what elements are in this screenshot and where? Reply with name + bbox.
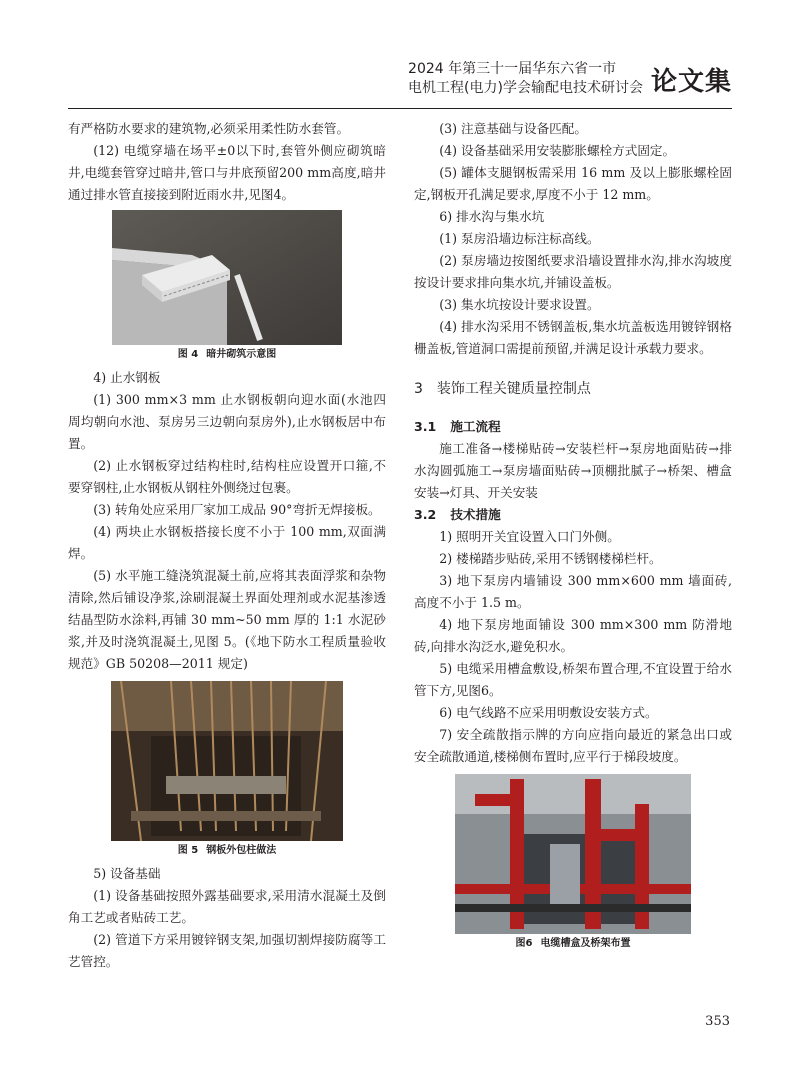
section-3-heading (414, 378, 732, 400)
subheading: 5) 设备基础 (93, 866, 161, 881)
paragraph: 3) 地下泵房内墙铺设 300 mm×600 mm 墙面砖,高度不小于 1.5 m。 (414, 573, 732, 610)
paragraph: (3) 注意基础与设备匹配。 (439, 121, 587, 136)
figure-6-title: 电缆槽盒及桥架布置 (540, 938, 631, 949)
section-3-title: 装饰工程关键质量控制点 (436, 381, 591, 397)
figure-4-title: 暗井砌筑示意图 (206, 349, 277, 360)
right-column (414, 118, 732, 956)
paragraph: (2) 止水钢板穿过结构柱时,结构柱应设置开口箍,不要穿钢柱,止水钢板从钢柱外侧绕过包裹。 (68, 458, 386, 495)
figure-5-title: 钢板外包柱做法 (206, 845, 277, 856)
figure-4-image (112, 210, 342, 345)
paragraph: (4) 两块止水钢板搭接长度不小于 100 mm,双面满焊。 (68, 524, 386, 561)
section-3-number: 3 (414, 381, 423, 397)
paragraph: 2) 楼梯踏步贴砖,采用不锈钢楼梯栏杆。 (439, 551, 662, 566)
paragraph: (12) 电缆穿墙在场平±0以下时,套管外侧应砌筑暗井,电缆套管穿过暗井,管口与井底预留200 mm高度,暗井通过排水管直接接到附近雨水井,见图4。 (68, 143, 386, 202)
section-3-1-heading (414, 416, 732, 438)
page-number: 353 (705, 1014, 730, 1029)
paragraph: (4) 设备基础采用安装膨胀螺栓方式固定。 (439, 143, 676, 158)
paragraph: (2) 管道下方采用镀锌钢支架,加强切割焊接防腐等工艺管控。 (68, 932, 386, 969)
paragraph: (3) 转角处应采用厂家加工成品 90°弯折无焊接板。 (93, 502, 381, 517)
paragraph: (4) 排水沟采用不锈钢盖板,集水坑盖板选用镀锌钢格栅盖板,管道洞口需提前预留,并满足设计承载力要求。 (414, 319, 732, 356)
header-proceedings: 论文集 (650, 66, 732, 97)
paragraph: (5) 水平施工缝浇筑混凝土前,应将其表面浮浆和杂物清除,然后铺设净浆,涂刷混凝土界面处理剂或水泥基渗透结晶型防水涂料,再铺 30 mm~50 mm 厚的 1:1 水泥砂浆,并及时浇筑混凝土,见图 5。(《地下防水工程质量验收规范》GB 50208—2011 规定) (68, 568, 386, 671)
subheading: 4) 止水钢板 (93, 370, 161, 385)
paragraph: 5) 电缆采用槽盒敷设,桥架布置合理,不宜设置于给水管下方,见图6。 (414, 661, 732, 698)
figure-5 (68, 681, 386, 861)
header-line-2: 电机工程(电力)学会输配电技术研讨会 (408, 80, 643, 96)
paragraph: 7) 安全疏散指示牌的方向应指向最近的紧急出口或安全疏散通道,楼梯侧布置时,应平行于梯段坡度。 (414, 727, 732, 764)
left-column (68, 118, 386, 973)
paragraph: 4) 地下泵房地面铺设 300 mm×300 mm 防滑地砖,向排水沟泛水,避免积水。 (414, 617, 732, 654)
figure-5-image (111, 681, 343, 841)
figure-6-image (455, 774, 691, 934)
subheading: 6) 排水沟与集水坑 (439, 209, 545, 224)
running-header (408, 60, 732, 98)
paragraph: 施工准备→楼梯贴砖→安装栏杆→泵房地面贴砖→排水沟圆弧施工→泵房墙面贴砖→顶棚批腻子→桥架、槽盒安装→灯具、开关安装 (414, 441, 732, 500)
figure-5-caption (68, 841, 386, 861)
figure-4-number: 图 4 (177, 349, 199, 360)
paragraph: 有严格防水要求的建筑物,必须采用柔性防水套管。 (68, 121, 350, 136)
paragraph: (1) 泵房沿墙边标注标高线。 (439, 231, 600, 246)
paragraph: (1) 设备基础按照外露基础要求,采用清水混凝土及倒角工艺或者贴砖工艺。 (68, 888, 386, 925)
paragraph: 1) 照明开关宜设置入口门外侧。 (439, 529, 620, 544)
paragraph: (3) 集水坑按设计要求设置。 (439, 297, 600, 312)
paragraph: (2) 泵房墙边按图纸要求沿墙设置排水沟,排水沟坡度按设计要求排向集水坑,并铺设盖板。 (414, 253, 732, 290)
header-rule (68, 108, 732, 109)
figure-4 (68, 210, 386, 365)
header-conference (408, 60, 643, 98)
paragraph: 6) 电气线路不应采用明敷设安装方式。 (439, 705, 658, 720)
section-3-2-heading (414, 504, 732, 526)
header-line-1: 2024 年第三十一届华东六省一市 (408, 61, 617, 77)
figure-6 (414, 774, 732, 954)
paragraph: (1) 300 mm×3 mm 止水钢板朝向迎水面(水池四周均朝向水池、泵房另三边朝向泵房外),止水钢板居中布置。 (68, 392, 386, 451)
figure-6-caption (414, 934, 732, 954)
section-3-2-title: 技术措施 (450, 507, 501, 522)
paragraph: (5) 罐体支腿钢板需采用 16 mm 及以上膨胀螺栓固定,钢板开孔满足要求,厚度不小于 12 mm。 (414, 165, 732, 202)
section-3-2-number: 3.2 (414, 507, 437, 522)
figure-4-caption (68, 345, 386, 365)
figure-5-number: 图 5 (177, 845, 199, 856)
figure-6-number: 图6 (515, 938, 533, 949)
section-3-1-title: 施工流程 (450, 419, 501, 434)
section-3-1-number: 3.1 (414, 419, 437, 434)
